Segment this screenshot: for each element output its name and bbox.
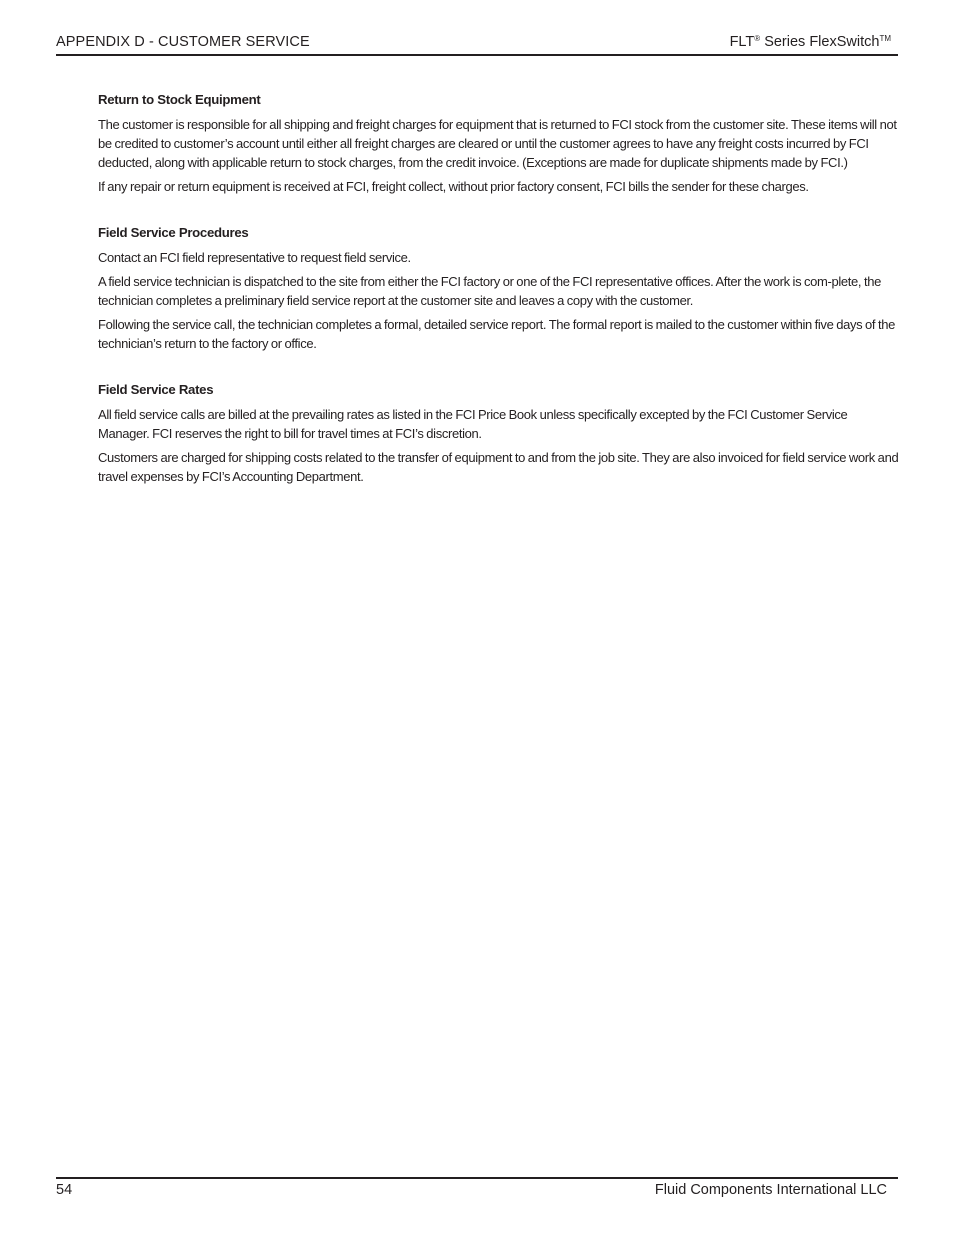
trademark-mark: TM — [879, 34, 891, 43]
paragraph: The customer is responsible for all shipping and freight charges for equipment that is returned to FCI stock from the customer site. These items will not be credited to customer’s account until either all freight charges are cleared or until the customer agrees to have any freight costs incurred by FCI deducted, along with applicable return to stock charges, from the credit invoice. (Exceptions are made for duplicate shipments made by FCI.) — [98, 117, 897, 170]
running-header-product — [730, 34, 891, 50]
header-rule — [56, 54, 898, 56]
section-heading: Field Service Procedures — [98, 225, 249, 240]
page-number: 54 — [56, 1182, 73, 1198]
footer-company: Fluid Components International LLC — [654, 1182, 887, 1198]
running-header-section: APPENDIX D - CUSTOMER SERVICE — [56, 34, 310, 50]
section-field-service-procedures — [98, 223, 900, 353]
paragraph: All field service calls are billed at the prevailing rates as listed in the FCI Price Book unless specifically excepted by the FCI Customer Service Manager. FCI reserves the right to bill for travel times at FCI’s discretion. — [98, 407, 848, 441]
paragraph: Following the service call, the technician completes a formal, detailed service report. The formal report is mailed to the customer within five days of the technician’s return to the factory or office. — [98, 317, 895, 351]
section-field-service-rates — [98, 380, 900, 486]
paragraph: If any repair or return equipment is received at FCI, freight collect, without prior factory consent, FCI bills the sender for these charges. — [98, 179, 809, 194]
registered-mark: ® — [754, 34, 761, 43]
footer-rule — [56, 1177, 898, 1179]
paragraph: Contact an FCI field representative to request field service. — [98, 250, 411, 265]
section-return-to-stock — [98, 90, 900, 196]
section-heading: Return to Stock Equipment — [98, 92, 261, 107]
page-body — [98, 90, 900, 513]
product-name: FLT — [729, 34, 755, 50]
paragraph: A field service technician is dispatched to the site from either the FCI factory or one of the FCI representative offices. After the work is com-plete, the technician completes a preliminary field service report at the customer site and leaves a copy with the customer. — [98, 274, 881, 308]
product-series: Series FlexSwitch — [760, 34, 880, 50]
paragraph: Customers are charged for shipping costs related to the transfer of equipment to and from the job site. They are also invoiced for field service work and travel expenses by FCI’s Accounting Department. — [98, 450, 899, 484]
section-heading: Field Service Rates — [98, 382, 214, 397]
